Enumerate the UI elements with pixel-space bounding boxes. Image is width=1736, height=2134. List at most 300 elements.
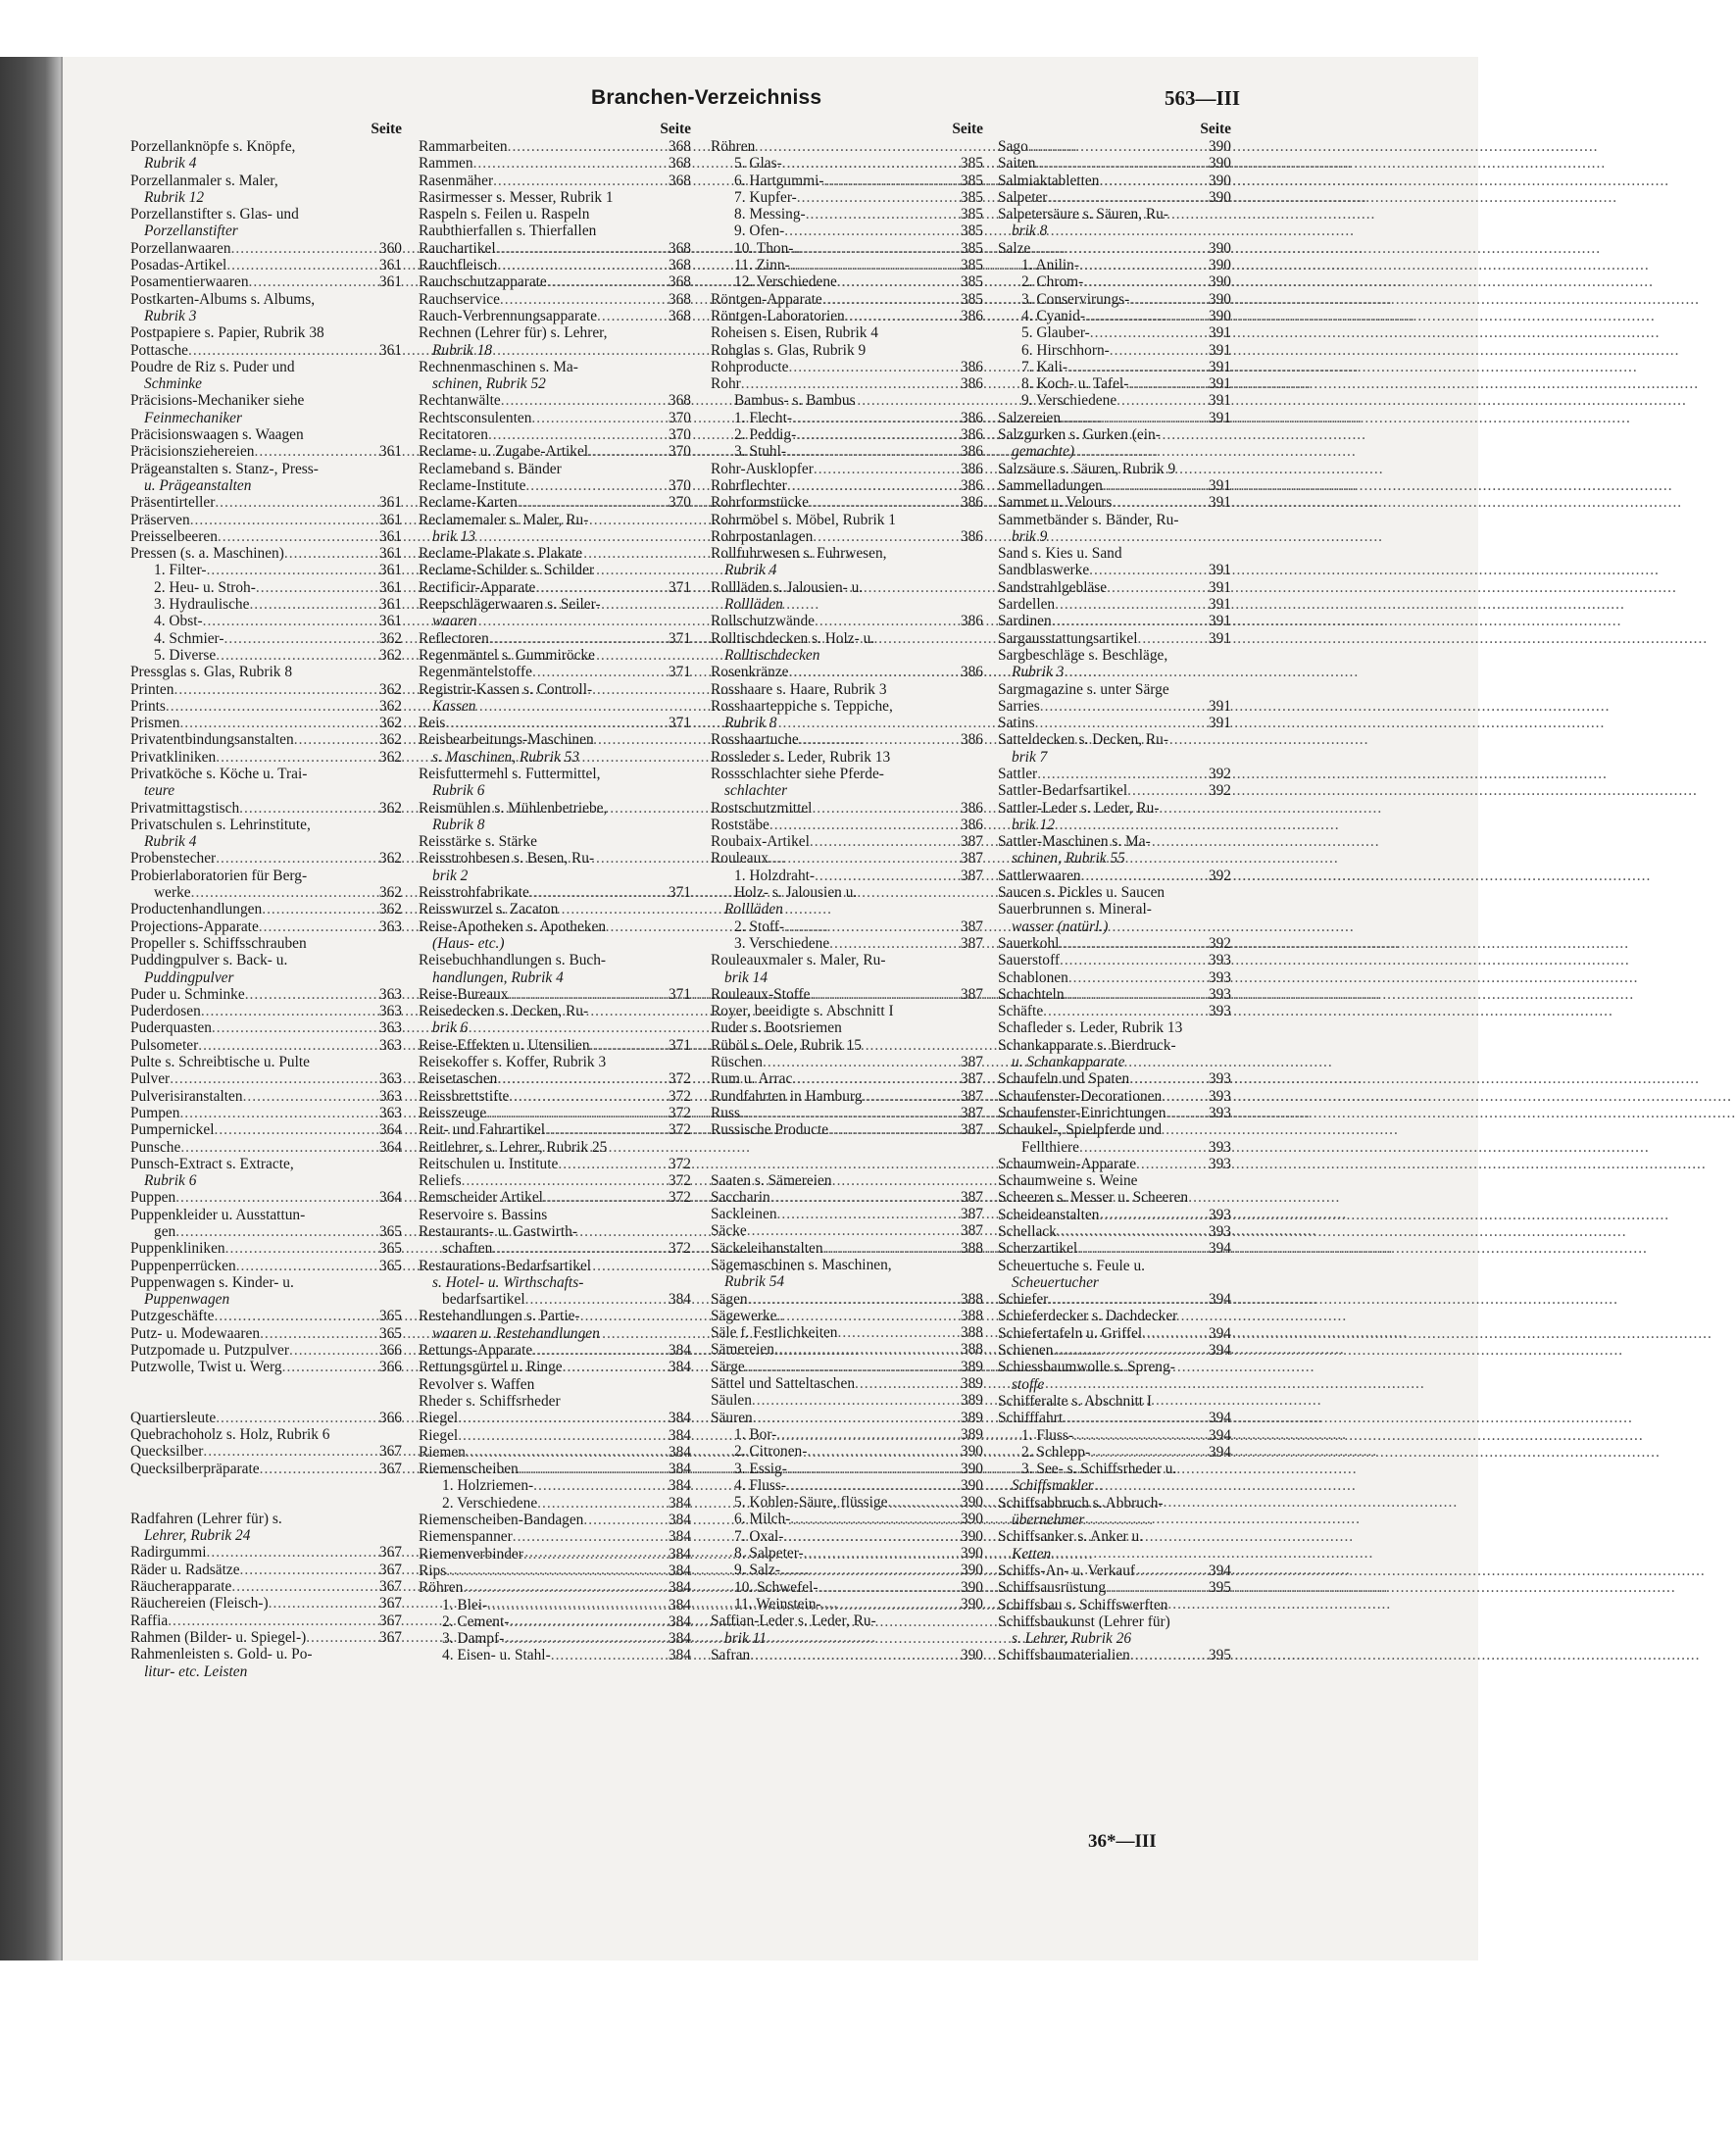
- index-entry: [998, 1121, 1231, 1138]
- index-entry: [998, 1579, 1231, 1596]
- index-subentry: [998, 359, 1231, 375]
- index-entry: [998, 1105, 1231, 1121]
- entry-term: 4. Fluss-: [734, 1476, 787, 1494]
- dot-leader: [810, 986, 954, 1003]
- entry-term: Reisstrohfabrikate: [419, 884, 529, 902]
- index-entry: [998, 935, 1231, 952]
- index-entry: [419, 1207, 691, 1223]
- index-entry: [998, 189, 1231, 206]
- entry-continuation: Puddingpulver: [144, 968, 234, 986]
- entry-page-number: 387: [960, 850, 983, 868]
- entry-term: Privatkliniken: [130, 748, 217, 766]
- dot-leader: [812, 800, 954, 817]
- entry-term: Rossschlachter siehe Pferde-: [711, 765, 884, 782]
- entry-page-number: 385: [960, 257, 983, 274]
- entry-continuation: brik 12: [1012, 816, 1056, 833]
- entry-term: Salzereien: [998, 409, 1062, 426]
- dot-leader: [225, 1240, 372, 1257]
- entry-term: Registrir-Kassen s. Controll-: [419, 680, 593, 698]
- entry-continuation: brik 2: [432, 867, 469, 884]
- entry-page-number: 394: [1208, 1291, 1231, 1309]
- dot-leader: [190, 512, 372, 528]
- dot-leader: [236, 1258, 372, 1274]
- seite-header: Seite: [952, 121, 983, 137]
- index-entry: [998, 833, 1231, 850]
- dot-leader: [256, 579, 372, 596]
- entry-page-number: 391: [1208, 578, 1231, 596]
- entry-continuation: brik 13: [432, 527, 476, 545]
- entry-page-number: 365: [378, 1324, 402, 1342]
- entry-page-number: 385: [960, 290, 983, 308]
- index-entry: [711, 817, 983, 833]
- dot-leader: [590, 1037, 662, 1054]
- entry-term: schaften: [442, 1240, 493, 1258]
- entry-page-number: 371: [668, 1036, 691, 1054]
- dot-leader: [547, 273, 662, 290]
- dot-leader: [166, 698, 372, 715]
- entry-term: Sargbeschläge s. Beschläge,: [998, 646, 1168, 664]
- entry-term: werke: [154, 884, 191, 902]
- entry-term: Rosshaarteppiche s. Teppiche,: [711, 697, 893, 715]
- index-entry: [711, 324, 983, 341]
- dot-leader: [1077, 1240, 1202, 1257]
- entry-term: Reliefs: [419, 1172, 462, 1190]
- entry-term: Porzellanstifter s. Glas- und: [130, 206, 299, 223]
- entry-page-number: 368: [668, 392, 691, 410]
- index-entry: [711, 1054, 983, 1070]
- entry-continuation: u. Prägeanstalten: [144, 476, 252, 494]
- dot-leader: [535, 579, 662, 596]
- dot-leader: [1037, 766, 1202, 782]
- entry-term: 1. Fluss-: [1021, 1426, 1074, 1444]
- entry-term: 3. Verschiedene: [734, 934, 830, 952]
- index-subentry: [711, 1528, 983, 1545]
- index-subentry: [419, 1597, 691, 1613]
- dot-leader: [519, 1461, 662, 1477]
- index-entry: [998, 1597, 1231, 1613]
- entry-term: 3. Hydraulische: [154, 596, 250, 614]
- index-subentry: [998, 342, 1231, 359]
- entry-page-number: 386: [960, 799, 983, 817]
- entry-page-number: 389: [960, 1375, 983, 1393]
- entry-page-number: 391: [1208, 358, 1231, 375]
- entry-term: Schaumwein-Apparate: [998, 1155, 1137, 1172]
- entry-term: Rammarbeiten: [419, 138, 508, 155]
- index-subentry: [711, 1461, 983, 1477]
- dot-leader: [249, 273, 372, 290]
- entry-continuation: brik 11: [724, 1629, 767, 1647]
- dot-leader: [1059, 935, 1202, 952]
- entry-term: Porzellanwaaren: [130, 239, 231, 257]
- index-subentry: [711, 1545, 983, 1562]
- index-entry: [711, 1121, 983, 1138]
- entry-page-number: 362: [378, 629, 402, 647]
- entry-term: Probierlaboratorien für Berg-: [130, 867, 308, 884]
- entry-term: Rohglas s. Glas, Rubrik 9: [711, 341, 867, 359]
- entry-term: 9. Ofen-: [734, 223, 785, 240]
- index-entry: [130, 986, 402, 1003]
- index-entry: [130, 324, 402, 341]
- dot-leader: [226, 257, 372, 273]
- dot-leader: [784, 918, 954, 935]
- entry-term: Salzgurken s. Gurken (ein-: [998, 426, 1161, 444]
- index-entry: [711, 1291, 983, 1308]
- entry-page-number: 361: [378, 511, 402, 528]
- entry-page-number: 387: [960, 1121, 983, 1139]
- entry-term: Rauchservice: [419, 290, 500, 308]
- index-entry: [419, 1563, 691, 1579]
- index-entry: [711, 613, 983, 629]
- index-entry: [130, 1461, 402, 1477]
- entry-term: Reisszeuge: [419, 1104, 487, 1121]
- entry-term: Rammen: [419, 155, 473, 173]
- index-entry: [419, 240, 691, 257]
- index-entry: [419, 206, 691, 223]
- dot-leader: [1081, 868, 1202, 884]
- entry-term: Raspeln s. Feilen u. Raspeln: [419, 206, 590, 223]
- entry-term: 1. Blei-: [442, 1596, 488, 1613]
- index-entry: [998, 240, 1231, 257]
- dot-leader: [792, 410, 954, 426]
- index-entry: [419, 308, 691, 324]
- dot-leader: [1047, 189, 1202, 206]
- entry-term: Rohrflechter: [711, 476, 787, 494]
- entry-page-number: 367: [378, 1612, 402, 1629]
- entry-term: Schiffsabbruch s. Abbruch-: [998, 1494, 1164, 1512]
- index-subentry: [711, 1511, 983, 1527]
- entry-page-number: 391: [1208, 409, 1231, 426]
- entry-term: Reise-Apotheken s. Apotheken: [419, 918, 607, 935]
- dot-leader: [445, 715, 662, 731]
- index-entry: [130, 342, 402, 359]
- entry-page-number: 390: [960, 1476, 983, 1494]
- dot-leader: [821, 1596, 954, 1613]
- dot-leader: [822, 291, 954, 308]
- section-gap: [130, 1477, 402, 1511]
- entry-page-number: 389: [960, 1425, 983, 1443]
- index-entry: [711, 1359, 983, 1375]
- dot-leader: [1142, 1325, 1202, 1342]
- entry-term: 7. Oxal-: [734, 1527, 784, 1545]
- index-entry: [998, 1308, 1231, 1324]
- entry-term: Schafleder s. Leder, Rubrik 13: [998, 1019, 1183, 1037]
- entry-page-number: 385: [960, 239, 983, 257]
- entry-term: Riemen: [419, 1443, 466, 1461]
- entry-page-number: 395: [1208, 1647, 1231, 1664]
- entry-continuation: brik 8: [1012, 223, 1048, 240]
- index-entry: [419, 800, 691, 817]
- entry-page-number: 390: [960, 1443, 983, 1461]
- dot-leader: [829, 935, 954, 952]
- dot-leader: [207, 562, 372, 578]
- entry-page-number: 391: [1208, 596, 1231, 614]
- entry-term: Russische Producte: [711, 1121, 829, 1139]
- entry-page-number: 391: [1208, 392, 1231, 410]
- index-entry: [419, 664, 691, 680]
- index-entry: [998, 477, 1231, 494]
- index-entry: [419, 1359, 691, 1375]
- entry-term: Radirgummi: [130, 1544, 207, 1562]
- entry-term: 3. Conservirungs-: [1021, 290, 1130, 308]
- entry-term: Salpeter: [998, 188, 1048, 206]
- index-entry: [130, 1037, 402, 1054]
- entry-term: Puppenkliniken: [130, 1240, 225, 1258]
- entry-term: Röntgen-Apparate: [711, 290, 822, 308]
- dot-leader: [1035, 155, 1202, 172]
- index-entry: [419, 461, 691, 477]
- entry-page-number: 366: [378, 1409, 402, 1426]
- entry-page-number: 393: [1208, 1138, 1231, 1156]
- entry-term: Ruder s. Bootsriemen: [711, 1019, 842, 1037]
- entry-page-number: 390: [960, 1545, 983, 1563]
- entry-term: 5. Glas-: [734, 155, 782, 173]
- index-entry: [711, 1206, 983, 1222]
- entry-continuation: waaren: [432, 613, 477, 630]
- entry-page-number: 388: [960, 1324, 983, 1342]
- index-entry: [711, 1070, 983, 1087]
- index-entry: [711, 1240, 983, 1257]
- dot-leader: [496, 240, 662, 257]
- entry-page-number: 386: [960, 613, 983, 630]
- index-subentry: [711, 273, 983, 290]
- index-entry: [130, 935, 402, 952]
- dot-leader: [537, 1495, 662, 1512]
- entry-term: Safran: [711, 1646, 751, 1663]
- index-subentry: [419, 1647, 691, 1663]
- entry-page-number: 384: [668, 1291, 691, 1309]
- index-entry: [711, 1003, 983, 1019]
- entry-page-number: 387: [960, 985, 983, 1003]
- entry-term: Schiessbaumwolle s. Spreng-: [998, 1359, 1175, 1376]
- dot-leader: [806, 206, 954, 223]
- dot-leader: [1043, 1003, 1202, 1019]
- index-entry: [998, 1189, 1231, 1206]
- entry-term: Punsch-Extract s. Extracte,: [130, 1155, 294, 1172]
- index-entry: [130, 1342, 402, 1359]
- entry-page-number: 384: [668, 1512, 691, 1529]
- entry-page-number: 362: [378, 646, 402, 664]
- entry-term: bedarfsartikel: [442, 1291, 525, 1309]
- index-entry: [998, 173, 1231, 189]
- index-entry: [130, 1003, 402, 1019]
- entry-term: Saiten: [998, 155, 1036, 173]
- dot-leader: [168, 1613, 372, 1629]
- entry-term: Raubthierfallen s. Thierfallen: [419, 223, 597, 240]
- entry-page-number: 390: [1208, 307, 1231, 324]
- entry-term: Pumpernickel: [130, 1121, 215, 1139]
- index-entry: [130, 1156, 402, 1172]
- entry-page-number: 363: [378, 1003, 402, 1020]
- index-entry: [130, 749, 402, 766]
- signature-mark: 36*—III: [1088, 1831, 1157, 1852]
- entry-term: Reisswurzel s. Zacaton: [419, 901, 559, 918]
- entry-term: Holz- s. Jalousien u.: [734, 884, 858, 902]
- index-entry: [130, 1646, 402, 1663]
- entry-term: Porzellanmaler s. Maler,: [130, 172, 278, 189]
- index-entry: [419, 1189, 691, 1206]
- dot-leader: [1106, 1579, 1202, 1596]
- index-entry: [998, 868, 1231, 884]
- index-column-4: [998, 121, 1231, 1664]
- index-entry: [711, 698, 983, 715]
- dot-leader: [1128, 375, 1202, 392]
- entry-term: Rollläden s. Jalousien- u.: [711, 578, 864, 596]
- index-entry: [130, 1443, 402, 1460]
- entry-page-number: 387: [960, 1188, 983, 1206]
- entry-page-number: 387: [960, 1054, 983, 1071]
- entry-page-number: 372: [668, 1172, 691, 1190]
- entry-term: Sammelladungen: [998, 476, 1103, 494]
- entry-page-number: 368: [668, 239, 691, 257]
- index-entry: [130, 1325, 402, 1342]
- index-entry: [419, 1121, 691, 1138]
- dot-leader: [214, 1121, 372, 1138]
- index-entry: [130, 1562, 402, 1578]
- entry-term: Pressglas s. Glas, Rubrik 8: [130, 664, 293, 681]
- entry-term: 3. Dampf-: [442, 1630, 505, 1648]
- index-entry: [998, 731, 1231, 748]
- dot-leader: [532, 664, 662, 680]
- dot-leader: [525, 1291, 662, 1308]
- dot-leader: [763, 1054, 954, 1070]
- index-entry: [998, 545, 1231, 562]
- index-entry: [130, 1359, 402, 1375]
- entry-page-number: 368: [668, 138, 691, 155]
- scan-border: [0, 57, 61, 1960]
- entry-term: Privatmittagstisch: [130, 799, 240, 817]
- entry-term: 9. Verschiedene: [1021, 392, 1117, 410]
- entry-page-number: 371: [668, 629, 691, 647]
- index-entry: [130, 1054, 402, 1070]
- entry-page-number: 364: [378, 1138, 402, 1156]
- entry-page-number: 367: [378, 1443, 402, 1461]
- index-entry: [998, 698, 1231, 715]
- entry-term: Rouleauxmaler s. Maler, Ru-: [711, 952, 886, 969]
- entry-page-number: 393: [1208, 1223, 1231, 1240]
- entry-term: Puderquasten: [130, 1019, 212, 1037]
- dot-leader: [543, 1189, 662, 1206]
- dot-leader: [462, 1172, 662, 1189]
- entry-continuation: teure: [144, 782, 175, 800]
- index-entry: [998, 1563, 1231, 1579]
- index-entry: [130, 698, 402, 715]
- dot-leader: [769, 817, 954, 833]
- entry-term: 1. Holzdraht-: [734, 867, 816, 884]
- index-entry: [998, 596, 1231, 613]
- index-entry: [711, 1037, 983, 1054]
- index-entry: [711, 952, 983, 968]
- entry-term: Poudre de Riz s. Puder und: [130, 358, 295, 375]
- entry-term: Royer, beeidigte s. Abschnitt I: [711, 1003, 894, 1020]
- entry-term: 4. Cyanid-: [1021, 307, 1085, 324]
- entry-continuation: Puppenwagen: [144, 1291, 230, 1309]
- dot-leader: [750, 1647, 954, 1663]
- entry-page-number: 361: [378, 257, 402, 274]
- index-entry: [419, 1139, 691, 1156]
- dot-leader: [198, 1037, 372, 1054]
- entry-term: 2. Stoff-: [734, 918, 785, 935]
- entry-page-number: 360: [378, 239, 402, 257]
- entry-term: Rechtanwälte: [419, 392, 501, 410]
- dot-leader: [789, 664, 955, 680]
- index-entry: [711, 1088, 983, 1105]
- dot-leader: [216, 1410, 372, 1426]
- entry-continuation: schinen, Rubrik 55: [1012, 850, 1125, 868]
- entry-term: Sämereien: [711, 1341, 774, 1359]
- entry-page-number: 361: [378, 578, 402, 596]
- entry-term: Schaukel-, Spielpferde und: [998, 1121, 1163, 1139]
- entry-term: 6. Milch-: [734, 1511, 791, 1528]
- entry-page-number: 363: [378, 1087, 402, 1105]
- dot-leader: [1073, 1427, 1202, 1444]
- index-subentry: [130, 579, 402, 596]
- entry-page-number: 384: [668, 1579, 691, 1597]
- entry-term: Rahmenleisten s. Gold- u. Po-: [130, 1646, 313, 1663]
- index-entry: [711, 833, 983, 850]
- entry-term: Sandblaswerke: [998, 562, 1090, 579]
- dot-leader: [787, 477, 954, 494]
- dot-leader: [249, 596, 372, 613]
- index-entry: [130, 1105, 402, 1121]
- index-entry: [419, 1223, 691, 1240]
- entry-term: Sauerstoff: [998, 952, 1060, 969]
- entry-page-number: 370: [668, 494, 691, 512]
- dot-leader: [769, 850, 954, 867]
- dot-leader: [789, 359, 954, 375]
- index-entry: [419, 138, 691, 155]
- entry-term: Schiffsbaumaterialien: [998, 1647, 1130, 1664]
- entry-page-number: 361: [378, 443, 402, 461]
- entry-page-number: 384: [668, 1630, 691, 1648]
- index-entry: [419, 884, 691, 901]
- dot-leader: [815, 868, 954, 884]
- entry-term: 6. Hirschhorn-: [1021, 341, 1110, 359]
- entry-term: 8. Koch- u. Tafel-: [1021, 375, 1129, 393]
- entry-page-number: 385: [960, 206, 983, 223]
- index-entry: [711, 342, 983, 359]
- index-entry: [998, 1647, 1231, 1663]
- entry-page-number: 372: [668, 1240, 691, 1258]
- index-entry: [998, 1342, 1231, 1359]
- entry-term: Präsentirteller: [130, 494, 216, 512]
- entry-term: Säuren: [711, 1409, 753, 1426]
- entry-term: Reitschulen u. Institute: [419, 1155, 559, 1172]
- entry-page-number: 393: [1208, 1155, 1231, 1172]
- index-entry: [130, 426, 402, 443]
- index-subentry: [998, 1139, 1231, 1156]
- dot-leader: [1067, 359, 1202, 375]
- entry-page-number: 367: [378, 1561, 402, 1578]
- dot-leader: [497, 1070, 662, 1087]
- index-entry: [419, 189, 691, 206]
- entry-page-number: 361: [378, 596, 402, 614]
- entry-page-number: 361: [378, 273, 402, 291]
- dot-leader: [1063, 1410, 1202, 1426]
- index-entry: [130, 1544, 402, 1561]
- index-entry: [130, 1274, 402, 1291]
- entry-term: Sägen: [711, 1290, 748, 1308]
- entry-page-number: 391: [1208, 629, 1231, 647]
- entry-term: Sägewerke: [711, 1307, 777, 1324]
- entry-page-number: 362: [378, 901, 402, 918]
- entry-term: Schiffsanker s. Anker u.: [998, 1528, 1144, 1546]
- index-subentry: [711, 918, 983, 935]
- entry-term: Reflectoren: [419, 629, 489, 647]
- entry-page-number: 386: [960, 527, 983, 545]
- entry-term: Schaufenster-Decorationen: [998, 1087, 1163, 1105]
- dot-leader: [804, 1545, 954, 1562]
- entry-page-number: 394: [1208, 1410, 1231, 1427]
